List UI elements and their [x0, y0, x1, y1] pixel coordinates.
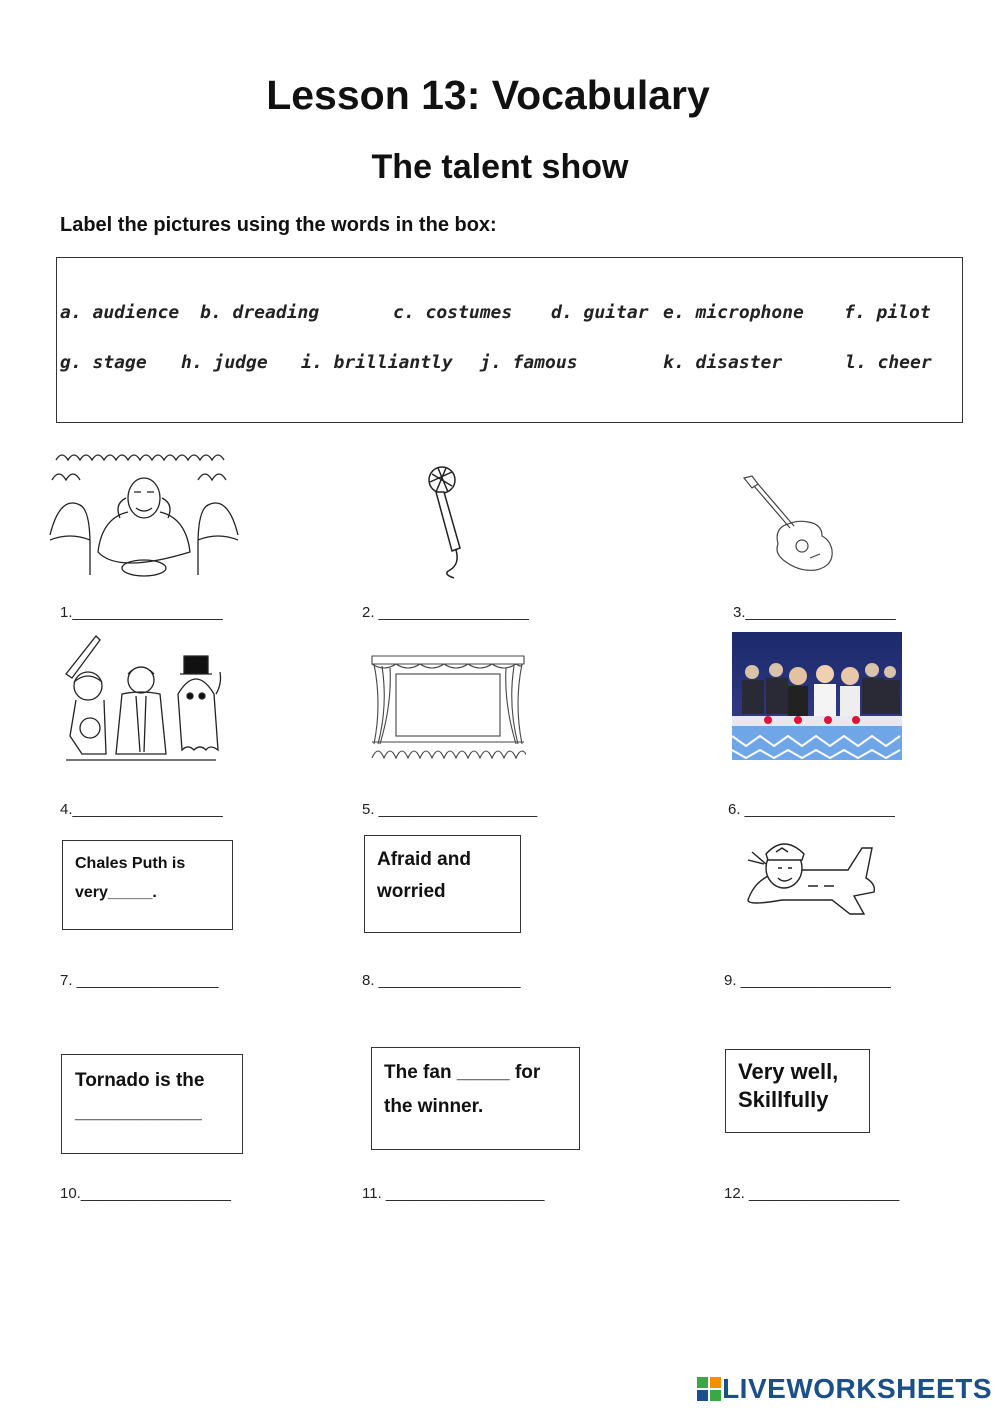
footer-brand-text: LIVEWORKSHEETS	[722, 1373, 992, 1404]
answer-blank-3[interactable]: 3.__________________	[733, 604, 896, 621]
clue-box-12	[725, 1049, 870, 1133]
answer-blank-2[interactable]: 2. __________________	[362, 604, 529, 621]
word-item-dreading: b. dreading	[200, 302, 320, 323]
word-item-disaster: k. disaster	[663, 352, 783, 373]
liveworksheets-logo-icon	[696, 1376, 722, 1402]
answer-blank-7[interactable]: 7. _________________	[60, 972, 219, 989]
costumes-icon	[56, 634, 224, 768]
clue-11-line-1: The fan _____ for	[384, 1062, 541, 1083]
word-item-brilliantly: i. brilliantly	[301, 352, 453, 373]
pilot-plane-icon	[738, 830, 882, 928]
word-item-microphone: e. microphone	[663, 302, 804, 323]
answer-blank-1[interactable]: 1.__________________	[60, 604, 223, 621]
answer-blank-10[interactable]: 10.__________________	[60, 1185, 232, 1202]
answer-blank-9[interactable]: 9. __________________	[724, 972, 891, 989]
answer-blank-6[interactable]: 6. __________________	[728, 801, 895, 818]
answer-blank-12[interactable]: 12. __________________	[724, 1185, 900, 1202]
word-item-pilot: f. pilot	[844, 302, 931, 323]
clue-10-line-1: Tornado is the	[75, 1070, 205, 1091]
word-item-stage: g. stage	[60, 352, 147, 373]
clue-box-7	[62, 840, 233, 930]
answer-blank-4[interactable]: 4.__________________	[60, 801, 223, 818]
dreading-audience-icon	[48, 440, 240, 580]
microphone-icon	[420, 462, 480, 580]
clue-12-line-1: Very well,	[738, 1059, 839, 1084]
word-item-judge: h. judge	[181, 352, 268, 373]
liveworksheets-logo[interactable]	[696, 1373, 992, 1405]
clue-12-line-2: Skillfully	[738, 1087, 829, 1112]
word-item-cheer: l. cheer	[845, 352, 932, 373]
answer-blank-11[interactable]: 11. ___________________	[362, 1185, 545, 1202]
clue-box-10	[61, 1054, 243, 1154]
instruction-text: Label the pictures using the words in the box:	[60, 214, 497, 236]
guitar-icon	[738, 472, 842, 580]
clue-10-line-2: ____________	[75, 1102, 202, 1123]
stage-icon	[370, 654, 526, 760]
clue-8-line-2: worried	[377, 881, 446, 902]
clue-box-11	[371, 1047, 580, 1150]
page-title: Lesson 13: Vocabulary	[266, 72, 710, 118]
word-item-guitar: d. guitar	[551, 302, 649, 323]
word-item-famous: j. famous	[480, 352, 578, 373]
clue-7-line-1: Chales Puth is	[75, 855, 186, 872]
page-subtitle: The talent show	[371, 148, 629, 186]
word-item-audience: a. audience	[60, 302, 180, 323]
clue-7-line-2: very_____.	[75, 884, 157, 901]
word-box	[56, 257, 963, 423]
answer-blank-5[interactable]: 5. ___________________	[362, 801, 538, 818]
word-item-costumes: c. costumes	[393, 302, 513, 323]
judges-photo-icon	[732, 632, 902, 760]
clue-box-8	[364, 835, 521, 933]
clue-8-line-1: Afraid and	[377, 849, 471, 870]
answer-blank-8[interactable]: 8. _________________	[362, 972, 521, 989]
clue-11-line-2: the winner.	[384, 1096, 484, 1117]
